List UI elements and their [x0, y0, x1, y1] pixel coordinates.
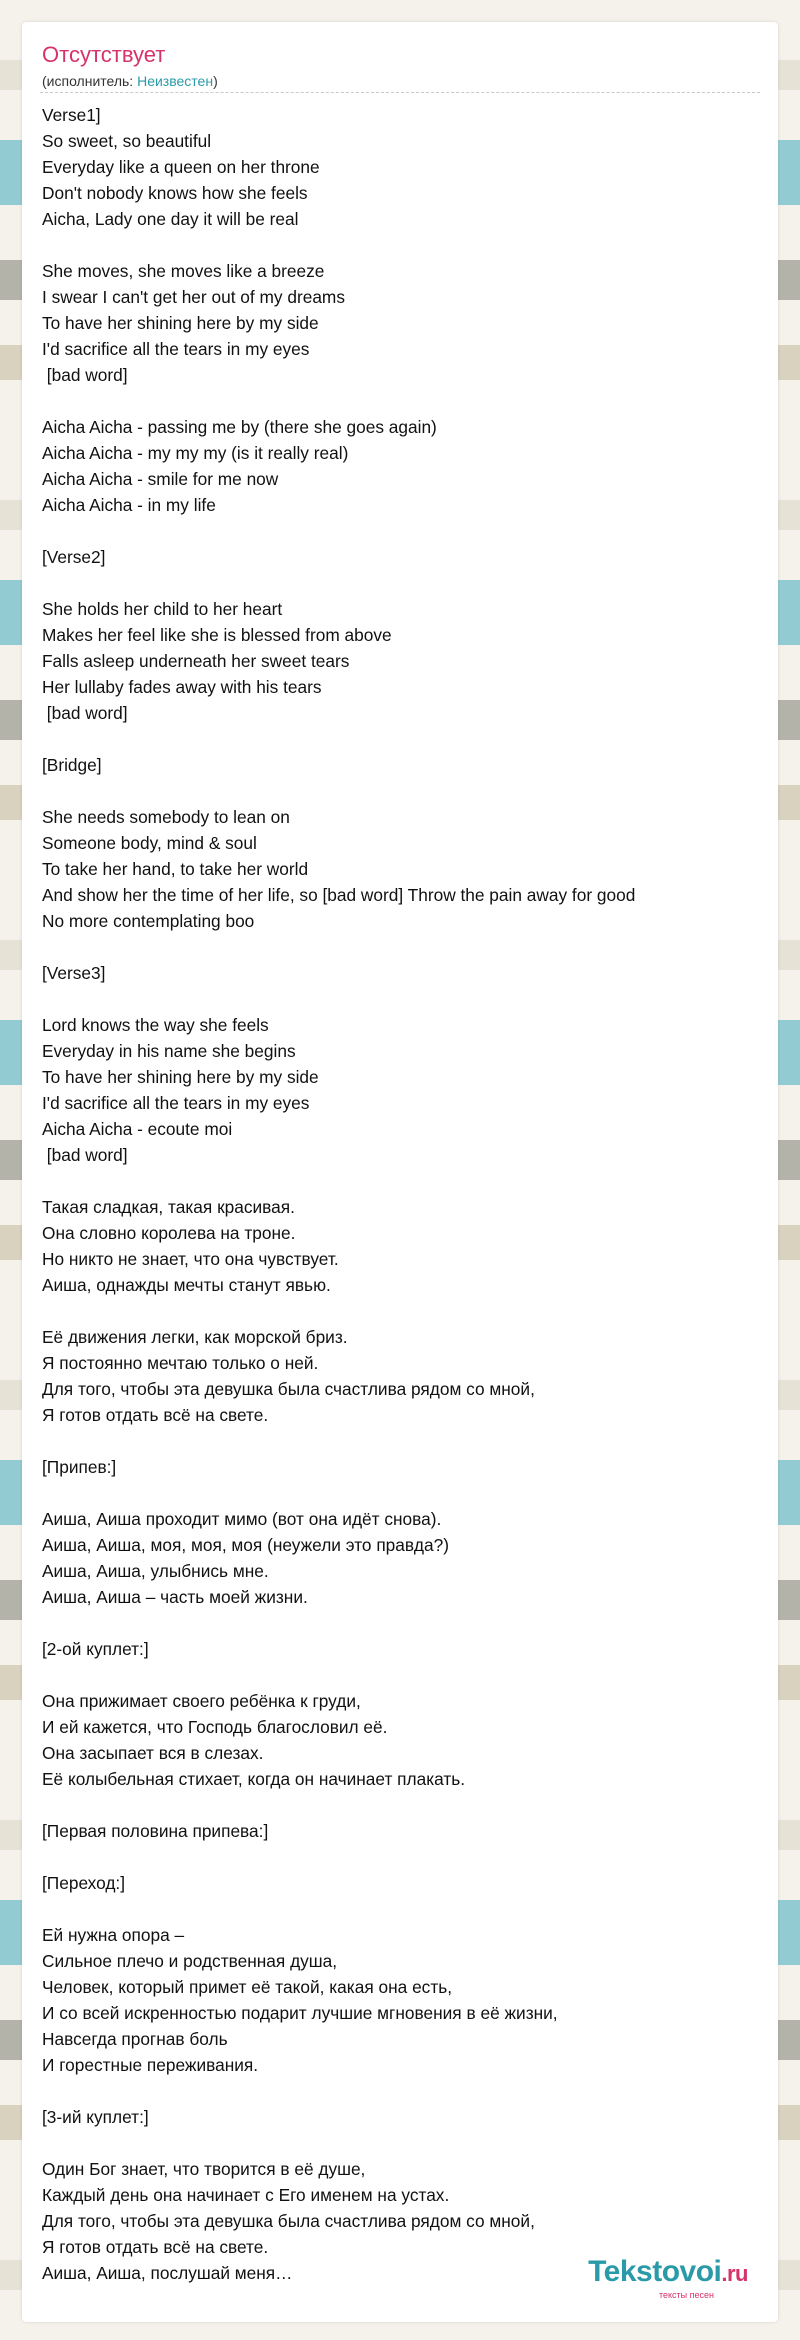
lyric-line: Aicha, Lady one day it will be real	[42, 209, 299, 229]
lyric-line: Но никто не знает, что она чувствует.	[42, 1249, 339, 1269]
logo-text: Tekstovoi	[588, 2255, 722, 2288]
lyric-line: [2-ой куплет:]	[42, 1639, 149, 1659]
artist-link[interactable]: Неизвестен	[137, 73, 214, 89]
lyric-line: She holds her child to her heart	[42, 599, 283, 619]
lyric-line	[42, 518, 762, 544]
lyric-line	[42, 726, 762, 752]
lyric-line: Everyday like a queen on her throne	[42, 157, 320, 177]
lyric-line: Её колыбельная стихает, когда он начинает плакать.	[42, 1769, 466, 1789]
divider	[40, 92, 760, 93]
lyric-line: Аиша, однажды мечты станут явью.	[42, 1275, 331, 1295]
artist-prefix: (исполнитель:	[42, 73, 138, 89]
lyric-line	[42, 570, 762, 596]
song-title: Отсутствует	[42, 42, 166, 67]
lyric-line: To have her shining here by my side	[42, 313, 319, 333]
lyric-line	[42, 986, 762, 1012]
artist-suffix: )	[213, 73, 218, 89]
lyric-line: Аиша, Аиша проходит мимо (вот она идёт снова).	[42, 1509, 442, 1529]
lyric-line: No more contemplating boo	[42, 911, 255, 931]
lyric-line: Aicha Aicha - in my life	[42, 495, 216, 515]
lyric-line: Everyday in his name she begins	[42, 1041, 296, 1061]
artist-line	[42, 72, 218, 90]
lyric-line: [Verse3]	[42, 963, 106, 983]
lyric-line: Один Бог знает, что творится в её душе,	[42, 2159, 366, 2179]
lyric-line: [bad word]	[42, 1145, 128, 1165]
lyric-line: So sweet, so beautiful	[42, 131, 212, 151]
lyric-line: Lord knows the way she feels	[42, 1015, 269, 1035]
logo-tagline: тексты песен	[658, 2290, 714, 2300]
lyric-line: Aicha Aicha - ecoute moi	[42, 1119, 233, 1139]
lyric-line: I'd sacrifice all the tears in my eyes	[42, 339, 310, 359]
lyric-line: I swear I can't get her out of my dreams	[42, 287, 345, 307]
lyric-line: Aicha Aicha - passing me by (there she goes again)	[42, 417, 437, 437]
lyric-line: Такая сладкая, такая красивая.	[42, 1197, 295, 1217]
lyric-line: Aicha Aicha - my my my (is it really real)	[42, 443, 349, 463]
lyric-line: Аиша, Аиша, улыбнись мне.	[42, 1561, 269, 1581]
lyric-line: Makes her feel like she is blessed from above	[42, 625, 392, 645]
lyric-line: [Переход:]	[42, 1873, 126, 1893]
lyric-line: I'd sacrifice all the tears in my eyes	[42, 1093, 310, 1113]
lyric-line: To have her shining here by my side	[42, 1067, 319, 1087]
lyric-line	[42, 388, 762, 414]
lyric-line: И ей кажется, что Господь благословил её.	[42, 1717, 388, 1737]
lyric-line	[42, 1480, 762, 1506]
site-logo[interactable]	[588, 2257, 748, 2300]
lyric-line: [Verse2]	[42, 547, 106, 567]
lyric-line: Её движения легки, как морской бриз.	[42, 1327, 348, 1347]
lyric-line: И со всей искренностью подарит лучшие мгновения в её жизни,	[42, 2003, 558, 2023]
lyric-line	[42, 1844, 762, 1870]
lyric-line: Для того, чтобы эта девушка была счастлива рядом со мной,	[42, 2211, 535, 2231]
lyric-line: [Первая половина припева:]	[42, 1821, 269, 1841]
lyric-line: Сильное плечо и родственная душа,	[42, 1951, 338, 1971]
lyric-line	[42, 1298, 762, 1324]
lyric-line: Аиша, Аиша, моя, моя, моя (неужели это правда?)	[42, 1535, 449, 1555]
lyric-line	[42, 1168, 762, 1194]
lyric-line: Я готов отдать всё на свете.	[42, 2237, 269, 2257]
logo-domain: .ru	[721, 2261, 748, 2286]
lyric-line: Аиша, Аиша, послушай меня…	[42, 2263, 293, 2283]
lyric-line	[42, 934, 762, 960]
lyric-line	[42, 1428, 762, 1454]
lyric-line: Навсегда прогнав боль	[42, 2029, 228, 2049]
lyric-line: И горестные переживания.	[42, 2055, 259, 2075]
lyrics-body	[42, 102, 762, 2286]
lyric-line: [bad word]	[42, 365, 128, 385]
lyric-line: Аиша, Аиша – часть моей жизни.	[42, 1587, 308, 1607]
lyric-line: [Bridge]	[42, 755, 102, 775]
lyric-line: Don't nobody knows how she feels	[42, 183, 308, 203]
lyrics-card	[22, 22, 778, 2322]
lyric-line: Someone body, mind & soul	[42, 833, 257, 853]
lyric-line: To take her hand, to take her world	[42, 859, 309, 879]
lyric-line	[42, 2130, 762, 2156]
lyric-line: Я постоянно мечтаю только о ней.	[42, 1353, 319, 1373]
lyric-line: And show her the time of her life, so [bad word] Throw the pain away for good	[42, 885, 636, 905]
lyric-line: Verse1]	[42, 105, 101, 125]
lyric-line	[42, 232, 762, 258]
lyric-line: She needs somebody to lean on	[42, 807, 290, 827]
lyric-line	[42, 778, 762, 804]
lyric-line: Aicha Aicha - smile for me now	[42, 469, 279, 489]
lyric-line	[42, 1610, 762, 1636]
lyric-line: She moves, she moves like a breeze	[42, 261, 325, 281]
lyric-line	[42, 1896, 762, 1922]
lyric-line: Я готов отдать всё на свете.	[42, 1405, 269, 1425]
lyric-line: [3-ий куплет:]	[42, 2107, 149, 2127]
lyric-line: Каждый день она начинает с Его именем на устах.	[42, 2185, 450, 2205]
lyric-line: Она словно королева на троне.	[42, 1223, 296, 1243]
lyric-line	[42, 2078, 762, 2104]
lyric-line: Ей нужна опора –	[42, 1925, 185, 1945]
lyric-line: Для того, чтобы эта девушка была счастлива рядом со мной,	[42, 1379, 535, 1399]
lyric-line: [Припев:]	[42, 1457, 117, 1477]
lyric-line: [bad word]	[42, 703, 128, 723]
lyric-line: Она прижимает своего ребёнка к груди,	[42, 1691, 361, 1711]
lyric-line: Она засыпает вся в слезах.	[42, 1743, 264, 1763]
lyric-line	[42, 1792, 762, 1818]
lyric-line: Человек, который примет её такой, какая она есть,	[42, 1977, 453, 1997]
lyric-line: Her lullaby fades away with his tears	[42, 677, 322, 697]
lyric-line	[42, 1662, 762, 1688]
lyric-line: Falls asleep underneath her sweet tears	[42, 651, 350, 671]
